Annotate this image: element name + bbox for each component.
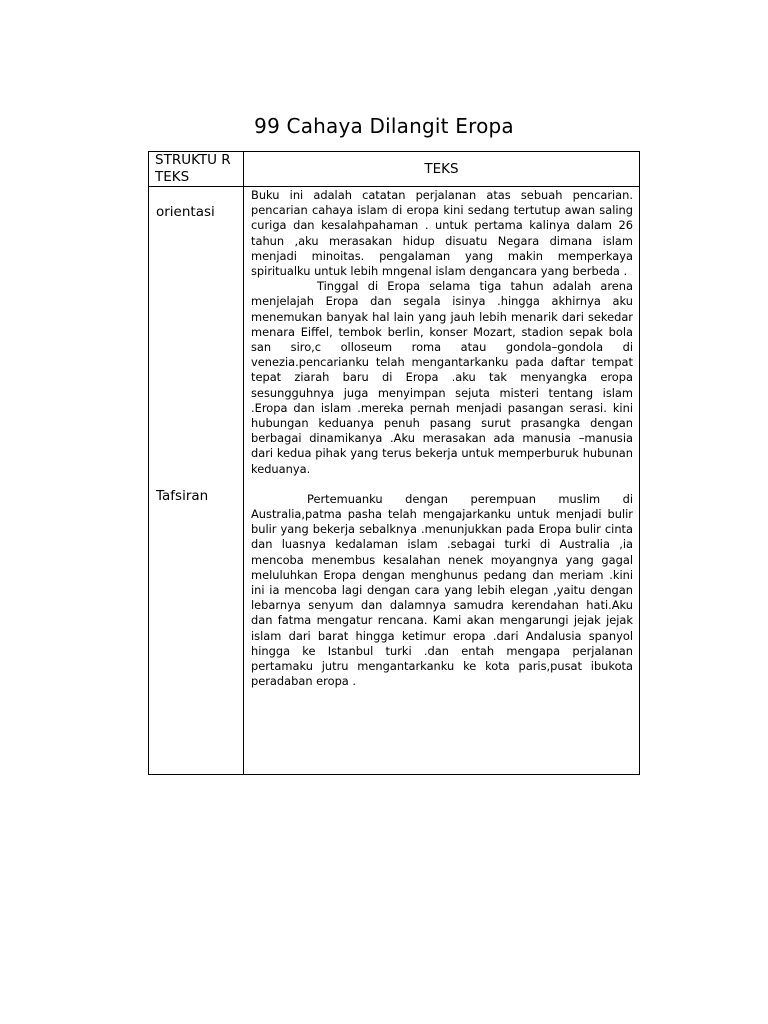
table-header-row (149, 152, 640, 187)
text-column-cell (244, 187, 640, 775)
structure-column-cell (149, 187, 244, 775)
header-structure-label: STRUKTU R TEKS (149, 152, 244, 187)
paragraph-orientasi: Buku ini adalah catatan perjalanan atas sebuah pencarian. pencarian cahaya islam di eropa kini sedang tertutup awan saling curiga dan kesalahpahaman . untuk pertama kalinya dalam 26 tahun ,aku merasakan hidup disuatu Negara dimana islam menjadi minoitas. pengalaman yang makin memperkaya spiritualku untuk lebih mngenal islam dengancara yang berbeda . (251, 188, 633, 279)
label-orientasi: orientasi (156, 204, 215, 220)
header-text-label: TEKS (244, 152, 640, 187)
paragraph-tafsiran-1: Tinggal di Eropa selama tiga tahun adalah arena menjelajah Eropa dan segala isinya .hingga akhirnya aku menemukan banyak hal lain yang jauh lebih menarik dari sekedar menara Eiffel, tembok berlin, konser Mozart, stadion sepak bola san siro,c olloseum roma atau gondola–gondola di venezia.pencarianku telah mengantarkanku pada daftar tempat tepat ziarah baru di Eropa .aku tak menyangka eropa sesungguhnya juga menyimpan sejuta misteri tentang islam .Eropa dan islam .mereka pernah menjadi pasangan serasi. kini hubungan keduanya penuh pasang surut prasangka dengan berbagai dinamikanya .Aku merasakan ada manusia –manusia dari kedua pihak yang terus bekerja untuk memperburuk hubunan keduanya. (251, 279, 633, 476)
table-row (149, 187, 640, 775)
label-tafsiran: Tafsiran (156, 488, 209, 504)
structure-table (148, 151, 640, 775)
paragraph-tafsiran-2: Pertemuanku dengan perempuan muslim di Australia,patma pasha telah mengajarkanku untuk menjadi bulir bulir yang bekerja sebalknya .menunjukkan pada Eropa bulir cinta dan luasnya kedalaman islam .sebagai turki di Australia ,ia mencoba menembus kesalahan nenek moyangnya yang gagal meluluhkan Eropa dengan menghunus pedang dan meriam .kini ini ia mencoba lagi dengan cara yang lebih elegan ,yaitu dengan lebarnya senyum dan dalamnya samudra kerendahan hati.Aku dan fatma mengatur rencana. Kami akan mengarungi jejak jejak islam dari barat hingga ketimur eropa .dari Andalusia spanyol hingga ke Istanbul turki .dan entah mengapa perjalanan pertamaku jutru mengantarkanku ke kota paris,pusat ibukota peradaban eropa . (251, 491, 633, 689)
document-title: 99 Cahaya Dilangit Eropa (254, 114, 514, 138)
paragraph-spacer (251, 477, 633, 492)
